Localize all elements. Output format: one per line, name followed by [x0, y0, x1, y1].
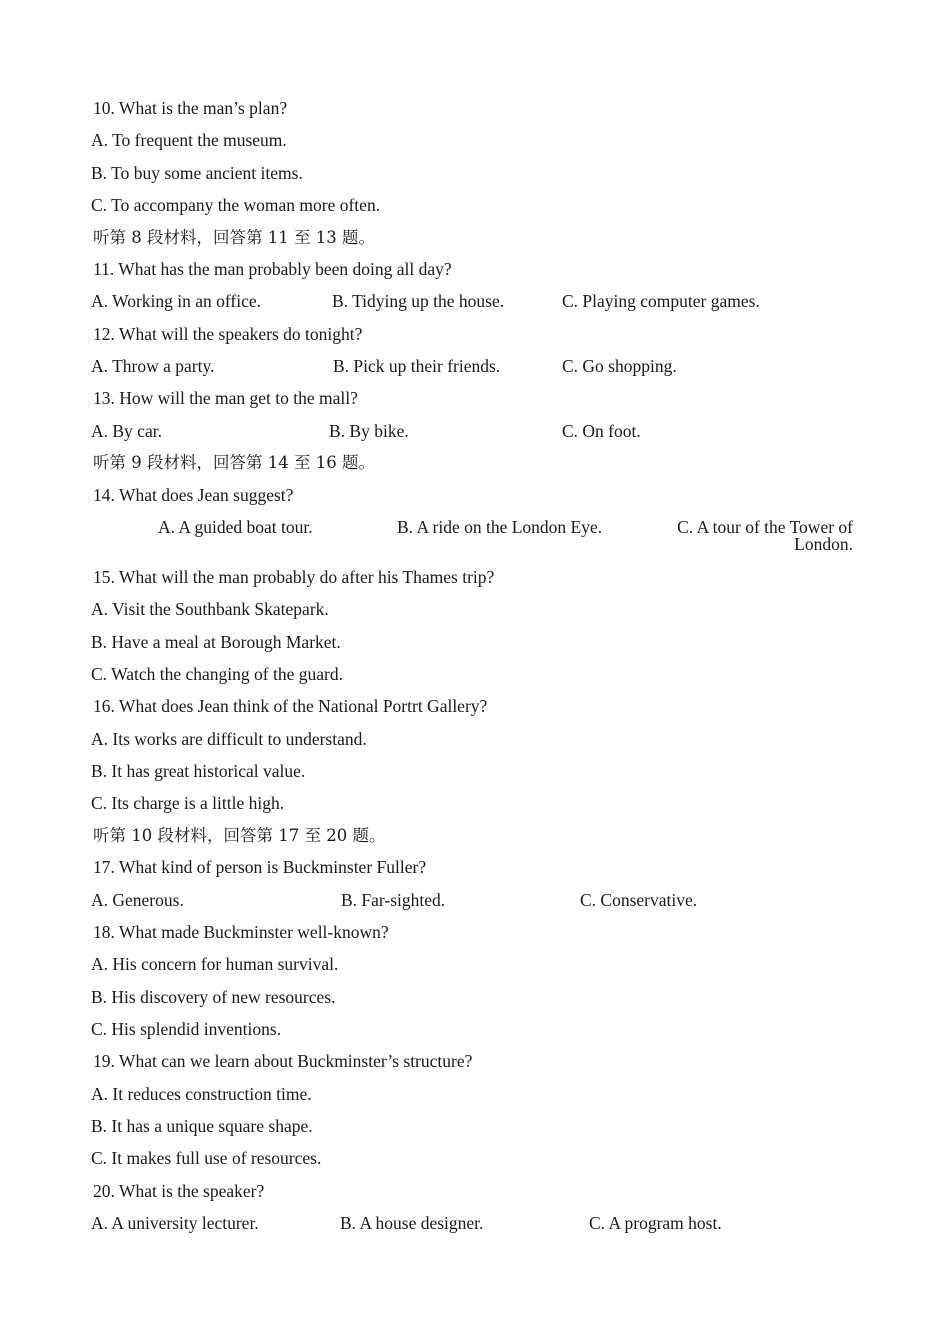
question-10-stem: 10. What is the man’s plan?	[93, 98, 288, 118]
question-16-stem: 16. What does Jean think of the National Portrt Gallery?	[93, 696, 488, 716]
question-11-option-c: C. Playing computer games.	[562, 291, 760, 311]
question-20-option-c: C. A program host.	[589, 1213, 722, 1233]
section-10-instruction: 听第 10 段材料，回答第 17 至 20 题。	[93, 826, 386, 845]
question-17-stem: 17. What kind of person is Buckminster Fuller?	[93, 857, 427, 877]
section-8-instruction: 听第 8 段材料，回答第 11 至 13 题。	[93, 228, 375, 247]
question-18-option-b: B. His discovery of new resources.	[91, 987, 336, 1007]
question-10-option-b: B. To buy some ancient items.	[91, 163, 303, 183]
question-17-option-c: C. Conservative.	[580, 890, 698, 910]
question-17-option-b: B. Far-sighted.	[341, 890, 446, 910]
question-12-option-b: B. Pick up their friends.	[333, 356, 501, 376]
question-12-option-a: A. Throw a party.	[91, 356, 215, 376]
question-18-option-c: C. His splendid inventions.	[91, 1019, 282, 1039]
question-10-option-c: C. To accompany the woman more often.	[91, 195, 381, 215]
question-16-option-b: B. It has great historical value.	[91, 761, 306, 781]
question-20-option-b: B. A house designer.	[340, 1213, 484, 1233]
question-16-option-c: C. Its charge is a little high.	[91, 793, 285, 813]
section-9-instruction: 听第 9 段材料，回答第 14 至 16 题。	[93, 453, 375, 472]
question-12-option-c: C. Go shopping.	[562, 356, 677, 376]
question-19-stem: 19. What can we learn about Buckminster’s structure?	[93, 1051, 473, 1071]
question-15-option-a: A. Visit the Southbank Skatepark.	[91, 599, 329, 619]
question-14-option-b: B. A ride on the London Eye.	[397, 517, 603, 537]
question-20-option-a: A. A university lecturer.	[91, 1213, 259, 1233]
question-14-option-a: A. A guided boat tour.	[158, 517, 313, 537]
question-11-option-a: A. Working in an office.	[91, 291, 261, 311]
question-13-option-c: C. On foot.	[562, 421, 641, 441]
question-18-stem: 18. What made Buckminster well-known?	[93, 922, 389, 942]
question-16-option-a: A. Its works are difficult to understand.	[91, 729, 367, 749]
question-14-option-c-line2: London.	[794, 534, 853, 554]
question-19-option-b: B. It has a unique square shape.	[91, 1116, 313, 1136]
question-20-stem: 20. What is the speaker?	[93, 1181, 265, 1201]
question-12-stem: 12. What will the speakers do tonight?	[93, 324, 363, 344]
question-17-option-a: A. Generous.	[91, 890, 184, 910]
question-13-option-a: A. By car.	[91, 421, 162, 441]
question-10-option-a: A. To frequent the museum.	[91, 130, 287, 150]
question-11-option-b: B. Tidying up the house.	[332, 291, 505, 311]
question-15-option-b: B. Have a meal at Borough Market.	[91, 632, 341, 652]
question-19-option-c: C. It makes full use of resources.	[91, 1148, 322, 1168]
question-19-option-a: A. It reduces construction time.	[91, 1084, 312, 1104]
question-15-option-c: C. Watch the changing of the guard.	[91, 664, 343, 684]
question-15-stem: 15. What will the man probably do after his Thames trip?	[93, 567, 495, 587]
question-11-stem: 11. What has the man probably been doing all day?	[93, 259, 452, 279]
question-14-option-c-line1: C. A tour of the Tower of	[677, 517, 853, 537]
question-18-option-a: A. His concern for human survival.	[91, 954, 339, 974]
question-13-stem: 13. How will the man get to the mall?	[93, 388, 358, 408]
question-13-option-b: B. By bike.	[329, 421, 409, 441]
question-14-stem: 14. What does Jean suggest?	[93, 485, 294, 505]
